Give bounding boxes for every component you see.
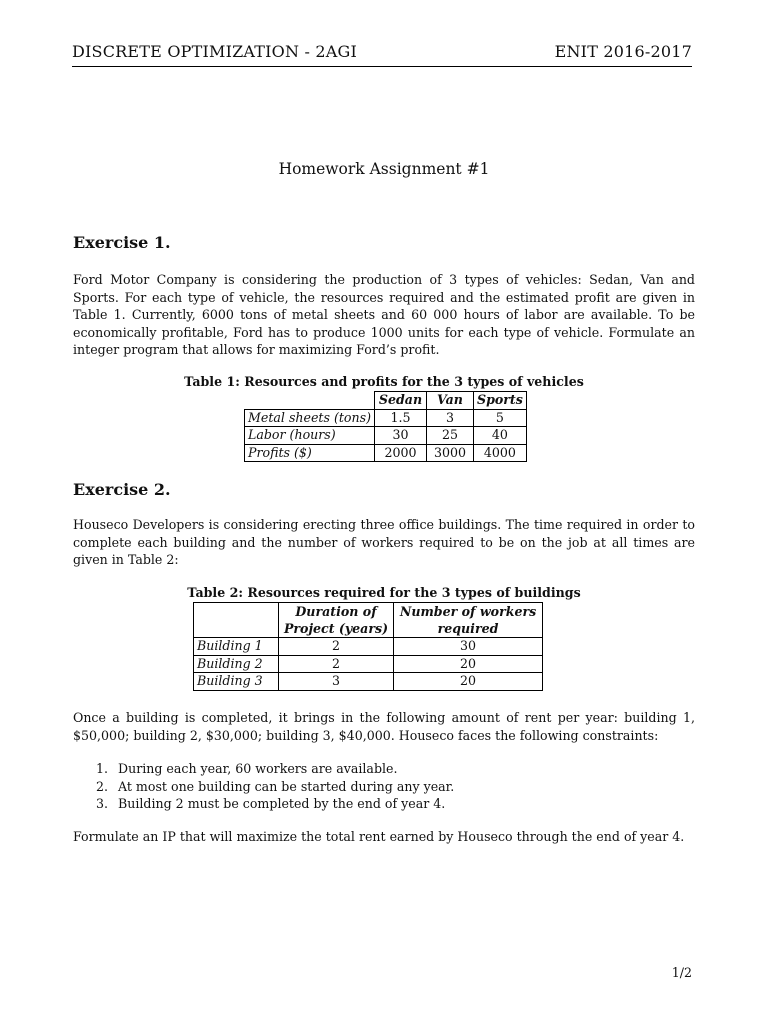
academic-year: ENIT 2016-2017 (554, 42, 692, 61)
constraints-list (96, 760, 454, 813)
row-label: Labor (hours) (245, 427, 375, 445)
col-workers (394, 603, 543, 638)
table-row (194, 655, 543, 673)
table-cell: 1.5 (375, 409, 427, 427)
table-1 (244, 391, 527, 462)
row-label: Profits ($) (245, 444, 375, 462)
list-number: 1. (96, 761, 109, 776)
list-item (96, 760, 454, 778)
table-cell: 20 (394, 673, 543, 691)
table-2 (193, 602, 543, 691)
exercise-2-heading: Exercise 2. (73, 480, 171, 499)
table-cell: 4000 (474, 444, 527, 462)
list-number: 2. (96, 778, 109, 794)
exercise-1-text: Ford Motor Company is considering the production of 3 types of vehicles: Sedan, Van and Sports. For each type of vehicle, the resources required and the estimated profit are given in Table 1. Currently, 6000 tons of metal sheets and 60 000 hours of labor are available. To be economically profitable, Ford has to produce 1000 units for each type of vehicle. Formulate an integer program that allows for maximizing Ford’s profit. (73, 272, 695, 358)
final-instruction: Formulate an IP that will maximize the total rent earned by Houseco through the end of year 4. (73, 829, 685, 844)
empty-corner-cell (245, 392, 375, 410)
exercise-2-text: Houseco Developers is considering erecting three office buildings. The time required in order to complete each building and the number of workers required to be on the job at all times are given in Table 2: (73, 517, 695, 568)
table-cell: 3 (427, 409, 474, 427)
table-row (245, 427, 527, 445)
table-row (245, 444, 527, 462)
list-text: During each year, 60 workers are available. (118, 761, 398, 776)
row-label: Building 1 (194, 638, 279, 656)
table-row (245, 392, 527, 410)
table-1-caption: Table 1: Resources and profits for the 3 types of vehicles (184, 374, 584, 389)
table-row (194, 638, 543, 656)
col-duration-line2: Project (years) (283, 621, 389, 636)
exercise-1-heading: Exercise 1. (73, 233, 171, 252)
empty-corner-cell (194, 603, 279, 638)
col-workers-line2: required (437, 621, 499, 636)
col-duration (279, 603, 394, 638)
page-header (72, 42, 692, 67)
list-text: At most one building can be started during any year. (118, 778, 455, 794)
col-workers-line1: Number of workers (399, 604, 537, 619)
table-cell: 2000 (375, 444, 427, 462)
table-row (245, 409, 527, 427)
table-cell: 3 (279, 673, 394, 691)
list-number: 3. (96, 796, 109, 812)
course-title: DISCRETE OPTIMIZATION - 2AGI (72, 42, 358, 61)
document-title: Homework Assignment #1 (278, 160, 490, 178)
col-sports: Sports (474, 392, 527, 410)
table-cell: 2 (279, 638, 394, 656)
table-row (194, 603, 543, 638)
table-cell: 30 (394, 638, 543, 656)
list-item (96, 778, 454, 796)
table-row (194, 673, 543, 691)
table-cell: 3000 (427, 444, 474, 462)
page-number: 1/2 (671, 965, 692, 980)
row-label: Building 3 (194, 673, 279, 691)
list-text: Building 2 must be completed by the end of year 4. (118, 796, 446, 812)
table-cell: 25 (427, 427, 474, 445)
table-cell: 20 (394, 655, 543, 673)
table-2-caption: Table 2: Resources required for the 3 types of buildings (187, 585, 581, 600)
row-label: Building 2 (194, 655, 279, 673)
table-cell: 5 (474, 409, 527, 427)
table-cell: 30 (375, 427, 427, 445)
col-van: Van (427, 392, 474, 410)
rent-paragraph: Once a building is completed, it brings in the following amount of rent per year: building 1, $50,000; building 2, $30,000; building 3, $40,000. Houseco faces the following constraints: (73, 710, 695, 743)
row-label: Metal sheets (tons) (245, 409, 375, 427)
table-cell: 40 (474, 427, 527, 445)
col-duration-line1: Duration of (295, 604, 377, 619)
table-cell: 2 (279, 655, 394, 673)
list-item (96, 795, 454, 813)
col-sedan: Sedan (375, 392, 427, 410)
